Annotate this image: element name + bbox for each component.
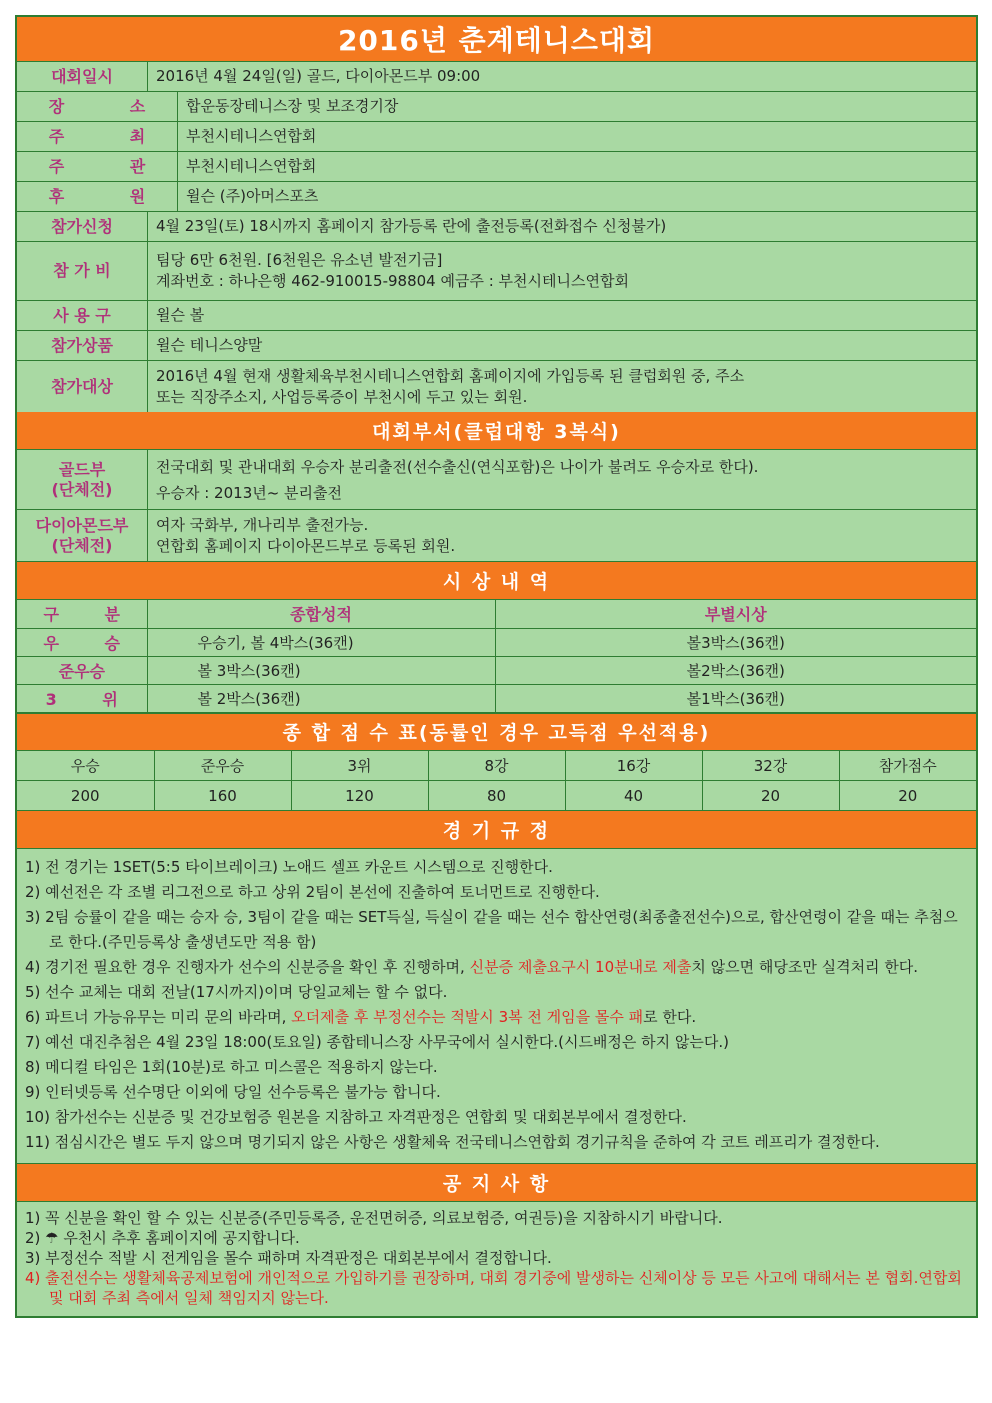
prize-row — [17, 628, 976, 656]
notice-item: 2) ☂ 우천시 추후 홈페이지에 공지합니다. — [25, 1229, 300, 1247]
score-value-cell: 20 — [839, 781, 976, 811]
section-title: 대회부서(클럽대항 3복식) — [372, 421, 621, 443]
rule-text: 10) 참가선수는 신분증 및 건강보험증 원본을 지참하고 자격판정은 연합회 및 대회본부에서 결정한다. — [25, 1108, 687, 1126]
info-label: 참 가 비 — [17, 242, 148, 300]
prize-overall: 볼 3박스(36캔) — [147, 656, 495, 684]
rule-item — [25, 1055, 968, 1080]
notice-section-header — [17, 1164, 976, 1202]
info-row — [17, 152, 976, 182]
info-line: 부천시테니스연합회 — [186, 127, 317, 145]
rule-text: 3) 2팀 승률이 같을 때는 승자 승, 3팀이 같을 때는 SET득실, 득실이 같을 때는 선수 합산연령(최종출전선수)으로, 합산연령이 같을 때는 추첨으로 한다.(주민등록상 출생년도만 적용 함) — [25, 908, 958, 951]
title-text: 2016년 춘계테니스대회 — [337, 24, 656, 57]
score-header-cell: 우승 — [17, 751, 154, 781]
document-title — [17, 17, 976, 62]
info-value — [178, 182, 976, 211]
score-section-header — [17, 713, 976, 751]
info-row — [17, 331, 976, 361]
prize-header-cell: 구 분 — [17, 600, 147, 628]
info-row — [17, 212, 976, 242]
score-value-cell: 80 — [428, 781, 565, 811]
rule-text-tail: 치 않으면 해당조만 실격처리 한다. — [691, 958, 919, 976]
prize-table — [17, 600, 976, 713]
division-label — [17, 450, 148, 509]
info-label: 장 소 — [17, 92, 178, 121]
rule-item — [25, 980, 968, 1005]
info-value — [148, 242, 976, 300]
rule-item — [25, 1005, 968, 1030]
score-header-cell: 준우승 — [154, 751, 291, 781]
section-title: 시 상 내 역 — [442, 571, 551, 593]
rule-item — [25, 1030, 968, 1055]
rule-text: 4) 경기전 필요한 경우 진행자가 선수의 신분증을 확인 후 진행하며, — [25, 958, 470, 976]
rule-item — [25, 955, 968, 980]
notice-body — [17, 1202, 976, 1316]
prize-section-header — [17, 562, 976, 600]
division-label — [17, 510, 148, 561]
rule-text: 8) 메디컬 타임은 1회(10분)로 하고 미스콜은 적용하지 않는다. — [25, 1058, 438, 1076]
info-line: 4월 23일(토) 18시까지 홈페이지 참가등록 란에 출전등록(전화접수 신청불가) — [156, 217, 667, 235]
division-line: 우승자 : 2013년~ 분리출전 — [156, 483, 343, 502]
section-title: 공 지 사 항 — [442, 1173, 551, 1195]
info-label: 참가신청 — [17, 212, 148, 241]
score-value-cell: 20 — [702, 781, 839, 811]
division-line: 연합회 홈페이지 다이아몬드부로 등록된 회원. — [156, 536, 456, 555]
info-row — [17, 122, 976, 152]
prize-division: 볼1박스(36캔) — [495, 684, 976, 712]
info-line: 또는 직장주소지, 사업등록증이 부천시에 두고 있는 회원. — [156, 387, 528, 406]
info-line: 윌슨 (주)아머스포츠 — [186, 187, 319, 205]
score-value-row — [17, 781, 976, 811]
info-section — [17, 62, 976, 412]
prize-rank: 우 승 — [17, 628, 147, 656]
info-line: 2016년 4월 24일(일) 골드, 다이아몬드부 09:00 — [156, 67, 481, 85]
info-line: 부천시테니스연합회 — [186, 157, 317, 175]
info-label: 참가상품 — [17, 331, 148, 360]
info-value — [148, 62, 976, 91]
division-line: 여자 국화부, 개나리부 출전가능. — [156, 515, 369, 534]
rule-text: 6) 파트너 가능유무는 미리 문의 바라며, — [25, 1008, 292, 1026]
section-title: 종 합 점 수 표(동률인 경우 고득점 우선적용) — [282, 722, 711, 744]
info-row — [17, 182, 976, 212]
info-value — [148, 331, 976, 360]
rules-section-header — [17, 811, 976, 849]
prize-division: 볼3박스(36캔) — [495, 628, 976, 656]
rule-text: 7) 예선 대진추첨은 4월 23일 18:00(토요일) 종합테니스장 사무국에서 실시한다.(시드배정은 하지 않는다.) — [25, 1033, 730, 1051]
info-line: 합운동장테니스장 및 보조경기장 — [186, 97, 399, 115]
rule-item — [25, 880, 968, 905]
info-row — [17, 301, 976, 331]
score-header-cell: 16강 — [565, 751, 702, 781]
rules-list — [17, 849, 976, 1163]
info-label: 주 관 — [17, 152, 178, 181]
prize-row — [17, 656, 976, 684]
rule-text: 11) 점심시간은 별도 두지 않으며 명기되지 않은 사항은 생활체육 전국테니스연합회 경기규칙을 준하여 각 코트 레프리가 결정한다. — [25, 1133, 880, 1151]
info-value — [178, 92, 976, 121]
score-header-row — [17, 751, 976, 781]
score-value-cell: 200 — [17, 781, 154, 811]
notice-list — [17, 1202, 976, 1316]
tournament-sheet — [15, 15, 978, 1318]
rule-text: 1) 전 경기는 1SET(5:5 타이브레이크) 노애드 셀프 카운트 시스템으로 진행한다. — [25, 858, 553, 876]
info-value — [148, 212, 976, 241]
prize-row — [17, 684, 976, 712]
rule-item — [25, 1105, 968, 1130]
division-line: 전국대회 및 관내대회 우승자 분리출전(선수출신(연식포함)은 나이가 불려도 우승자로 한다). — [156, 457, 759, 476]
score-header-cell: 32강 — [702, 751, 839, 781]
rule-item — [25, 1080, 968, 1105]
rule-text: 2) 예선전은 각 조별 리그전으로 하고 상위 2팀이 본선에 진출하여 토너먼트로 진행한다. — [25, 883, 600, 901]
prize-rank: 3 위 — [17, 684, 147, 712]
prize-overall: 볼 2박스(36캔) — [147, 684, 495, 712]
notice-item-warning: 4) 출전선수는 생활체육공제보험에 개인적으로 가입하기를 권장하며, 대회 경기중에 발생하는 신체이상 등 모든 사고에 대해서는 본 협회.연합회 및 대회 주최 측에서 일체 책임지지 않는다. — [25, 1269, 962, 1307]
rule-item — [25, 905, 968, 955]
info-row — [17, 361, 976, 412]
division-value — [148, 510, 976, 561]
score-header-cell: 참가점수 — [839, 751, 976, 781]
info-value — [148, 301, 976, 330]
division-section-header — [17, 412, 976, 450]
info-line: 2016년 4월 현재 생활체육부천시테니스연합회 홈페이지에 가입등록 된 클럽회원 중, 주소 — [156, 366, 745, 385]
division-row — [17, 510, 976, 562]
info-value — [178, 152, 976, 181]
info-label: 사 용 구 — [17, 301, 148, 330]
score-value-cell: 40 — [565, 781, 702, 811]
rule-text: 9) 인터넷등록 선수명단 이외에 당일 선수등록은 불가능 합니다. — [25, 1083, 441, 1101]
rule-item — [25, 855, 968, 880]
prize-header-cell: 부별시상 — [495, 600, 976, 628]
info-label: 주 최 — [17, 122, 178, 151]
section-title: 경 기 규 정 — [442, 820, 551, 842]
division-value — [148, 450, 976, 509]
score-header-cell: 3위 — [291, 751, 428, 781]
info-line: 윌슨 볼 — [156, 306, 205, 324]
prize-rank: 준우승 — [17, 656, 147, 684]
info-label: 후 원 — [17, 182, 178, 211]
info-value — [178, 122, 976, 151]
info-row — [17, 62, 976, 92]
division-name: 골드부 — [58, 459, 106, 479]
prize-header-cell: 종합성적 — [147, 600, 495, 628]
info-line: 윌슨 테니스양말 — [156, 336, 263, 354]
division-row — [17, 450, 976, 510]
score-value-cell: 160 — [154, 781, 291, 811]
rules-body — [17, 849, 976, 1164]
rule-item — [25, 1130, 968, 1155]
prize-division: 볼2박스(36캔) — [495, 656, 976, 684]
division-type: (단체전) — [51, 535, 113, 555]
notice-item: 1) 꼭 신분을 확인 할 수 있는 신분증(주민등록증, 운전면허증, 의료보험증, 여권등)을 지참하시기 바랍니다. — [25, 1209, 723, 1227]
notice-item: 3) 부정선수 적발 시 전게임을 몰수 패하며 자격판정은 대회본부에서 결정합니다. — [25, 1249, 552, 1267]
info-line: 계좌번호 : 하나은행 462-910015-98804 예금주 : 부천시테니스연합회 — [156, 272, 629, 290]
score-value-cell: 120 — [291, 781, 428, 811]
rule-highlight: 오더제출 후 부정선수는 적발시 3복 전 게임을 몰수 패 — [291, 1008, 644, 1026]
division-name: 다이아몬드부 — [35, 515, 129, 535]
info-label: 대회일시 — [17, 62, 148, 91]
info-row — [17, 242, 976, 301]
rule-highlight: 신분증 제출요구시 10분내로 제출 — [469, 958, 692, 976]
info-line: 팀당 6만 6천원. [6천원은 유소년 발전기금] — [156, 251, 443, 269]
prize-overall: 우승기, 볼 4박스(36캔) — [147, 628, 495, 656]
division-type: (단체전) — [51, 479, 113, 499]
prize-header-row — [17, 600, 976, 628]
info-label: 참가대상 — [17, 361, 148, 412]
rule-text-tail: 로 한다. — [643, 1008, 697, 1026]
info-row — [17, 92, 976, 122]
score-header-cell: 8강 — [428, 751, 565, 781]
score-table — [17, 751, 976, 812]
rule-text: 5) 선수 교체는 대회 전날(17시까지)이며 당일교체는 할 수 없다. — [25, 983, 448, 1001]
info-value — [148, 361, 976, 412]
